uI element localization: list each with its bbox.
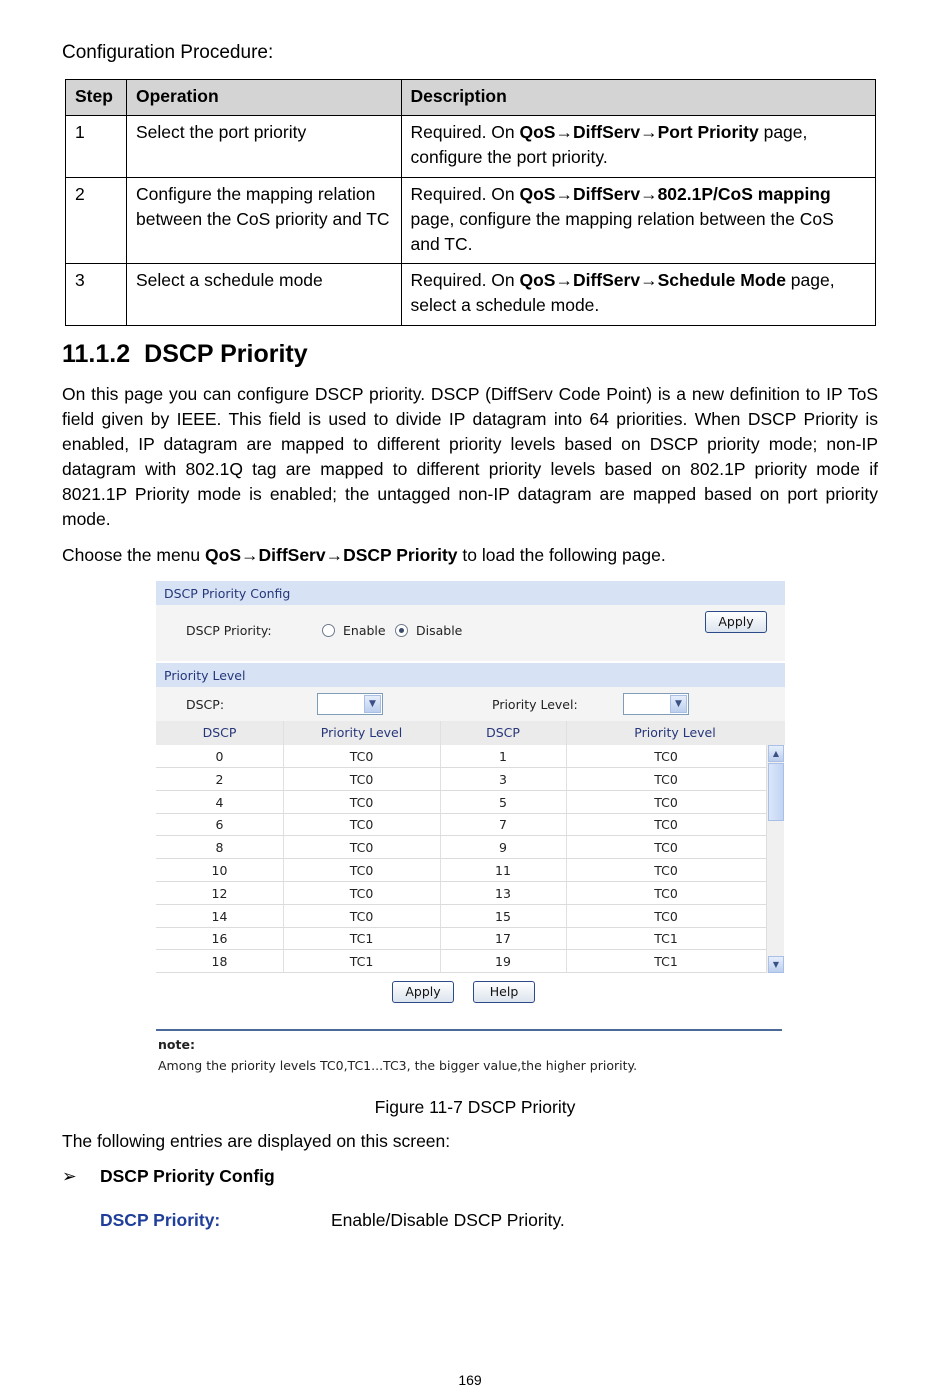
dscp-filter-label: DSCP: xyxy=(186,697,225,712)
bullet-arrow-icon: ➢ xyxy=(62,1166,77,1186)
filter-row xyxy=(156,687,785,721)
description-cell: Required. On QoS→DiffServ→Port Priority page, configure the port priority. xyxy=(401,116,875,178)
step-cell: 3 xyxy=(66,264,127,326)
priority-level-cell: TC0 xyxy=(349,771,374,787)
priority-grid-header xyxy=(156,721,785,745)
dscp-cell: 2 xyxy=(215,771,224,787)
col-dscp-2: DSCP xyxy=(486,725,520,740)
section-heading: 11.1.2 DSCP Priority xyxy=(62,340,308,368)
priority-level-cell: TC0 xyxy=(349,863,374,878)
table-row xyxy=(156,905,766,928)
menu-instruction: Choose the menu QoS→DiffServ→DSCP Priority to load the following page. xyxy=(62,545,666,565)
priority-level-cell: TC1 xyxy=(349,931,374,947)
table-row xyxy=(66,264,876,326)
bullet-title: DSCP Priority Config xyxy=(100,1166,275,1186)
dscp-cell: 3 xyxy=(499,771,507,787)
table-row xyxy=(66,116,876,178)
description-cell: Required. On QoS→DiffServ→802.1P/CoS mapping page, configure the mapping relation between the CoS and TC. xyxy=(401,178,875,264)
disable-label: Disable xyxy=(416,623,463,638)
col-description: Description xyxy=(401,80,875,116)
dscp-cell: 1 xyxy=(499,749,507,764)
col-priority-level-1: Priority Level xyxy=(320,725,403,740)
priority-grid xyxy=(156,745,766,973)
figure-caption: Figure 11-7 DSCP Priority xyxy=(374,1097,576,1117)
help-button[interactable]: Help xyxy=(473,981,535,1003)
table-row xyxy=(156,950,766,973)
priority-level-cell: TC0 xyxy=(349,908,374,924)
dscp-cell: 15 xyxy=(495,908,511,924)
description-cell: Required. On QoS→DiffServ→Schedule Mode page, select a schedule mode. xyxy=(401,264,875,326)
procedure-table xyxy=(65,79,876,326)
disable-radio[interactable] xyxy=(395,624,408,637)
priority-level-cell: TC0 xyxy=(654,771,678,787)
chevron-down-icon: ▼ xyxy=(670,695,687,713)
procedure-table-header xyxy=(66,80,876,116)
table-row xyxy=(156,927,766,950)
operation-cell: Select a schedule mode xyxy=(126,264,401,326)
apply-button[interactable]: Apply xyxy=(705,611,767,633)
table-row xyxy=(156,813,766,836)
step-cell: 1 xyxy=(66,116,127,178)
priority-level-cell: TC0 xyxy=(349,885,374,901)
dscp-cell: 16 xyxy=(211,931,228,947)
note-title: note: xyxy=(158,1037,195,1052)
step-cell: 2 xyxy=(66,178,127,264)
priority-level-cell: TC0 xyxy=(349,840,374,856)
priority-level-cell: TC1 xyxy=(349,954,374,970)
scroll-down-icon[interactable]: ▼ xyxy=(768,956,784,973)
field-description: Enable/Disable DSCP Priority. xyxy=(331,1210,565,1230)
priority-level-cell: TC0 xyxy=(654,794,678,810)
grid-scrollbar[interactable] xyxy=(766,745,784,973)
priority-level-cell: TC1 xyxy=(654,954,678,970)
dscp-cell: 6 xyxy=(215,817,224,833)
dscp-cell: 9 xyxy=(499,840,507,856)
dscp-select[interactable] xyxy=(317,693,383,715)
dscp-cell: 8 xyxy=(215,840,224,856)
table-row xyxy=(66,178,876,264)
bullet-item xyxy=(62,1164,275,1189)
config-row xyxy=(156,605,785,661)
scroll-thumb[interactable] xyxy=(768,763,784,821)
priority-level-cell: TC0 xyxy=(349,749,374,764)
priority-level-cell: TC1 xyxy=(654,931,678,947)
dscp-cell: 10 xyxy=(211,863,228,878)
entries-line: The following entries are displayed on this screen: xyxy=(62,1131,451,1151)
table-row xyxy=(156,836,766,859)
dscp-cell: 14 xyxy=(211,908,228,924)
col-operation: Operation xyxy=(126,80,401,116)
note-divider xyxy=(156,1029,782,1031)
priority-level-select[interactable] xyxy=(623,693,689,715)
priority-level-cell: TC0 xyxy=(654,885,678,901)
dscp-cell: 19 xyxy=(495,954,511,970)
dscp-cell: 12 xyxy=(211,885,228,901)
dscp-cell: 7 xyxy=(499,817,507,833)
priority-level-cell: TC0 xyxy=(349,817,374,833)
dscp-cell: 11 xyxy=(495,863,511,878)
level-section-header: Priority Level xyxy=(156,663,785,687)
dscp-cell: 0 xyxy=(215,749,224,764)
page-number: 169 xyxy=(458,1372,482,1388)
table-row xyxy=(156,859,766,882)
procedure-heading: Configuration Procedure: xyxy=(62,42,274,63)
priority-level-cell: TC0 xyxy=(349,794,374,810)
apply-grid-button[interactable]: Apply xyxy=(392,981,454,1003)
table-row xyxy=(156,745,766,768)
dscp-cell: 17 xyxy=(495,931,511,947)
enable-radio[interactable] xyxy=(322,624,335,637)
priority-level-cell: TC0 xyxy=(654,840,678,856)
operation-cell: Select the port priority xyxy=(126,116,401,178)
config-section-header: DSCP Priority Config xyxy=(156,581,785,605)
note-body: Among the priority levels TC0,TC1...TC3, the bigger value,the higher priority. xyxy=(158,1058,638,1073)
dscp-cell: 4 xyxy=(215,794,224,810)
enable-label: Enable xyxy=(343,623,386,638)
priority-level-cell: TC0 xyxy=(654,749,678,764)
field-name: DSCP Priority: xyxy=(100,1210,221,1230)
dscp-cell: 5 xyxy=(499,794,507,810)
chevron-down-icon: ▼ xyxy=(364,695,381,713)
col-priority-level-2: Priority Level xyxy=(634,725,716,740)
col-step: Step xyxy=(66,80,127,116)
scroll-up-icon[interactable]: ▲ xyxy=(768,745,784,762)
priority-level-cell: TC0 xyxy=(654,908,678,924)
col-dscp-1: DSCP xyxy=(202,725,237,740)
table-row xyxy=(156,768,766,791)
priority-level-cell: TC0 xyxy=(654,863,678,878)
priority-level-cell: TC0 xyxy=(654,817,678,833)
dscp-cell: 13 xyxy=(495,885,511,901)
priority-level-filter-label: Priority Level: xyxy=(492,697,578,712)
dscp-cell: 18 xyxy=(211,954,228,970)
table-row xyxy=(156,791,766,814)
table-row xyxy=(156,882,766,905)
dscp-priority-label: DSCP Priority: xyxy=(186,623,272,638)
intro-paragraph: On this page you can configure DSCP priority. DSCP (DiffServ Code Point) is a new definition to IP ToS field given by IEEE. This field is used to divide IP datagram into 64 priorities. When DSCP Priority is enabled, IP datagram are mapped to different priority levels based on DSCP priority mode; non-IP datagram with 802.1Q tag are mapped to different priority levels based on 802.1P priority mode if 8021.1P Priority mode is enabled; the untagged non-IP datagram are mapped based on port priority mode. xyxy=(62,384,878,529)
dscp-priority-screenshot xyxy=(156,581,785,1079)
operation-cell: Configure the mapping relation between the CoS priority and TC xyxy=(126,178,401,264)
